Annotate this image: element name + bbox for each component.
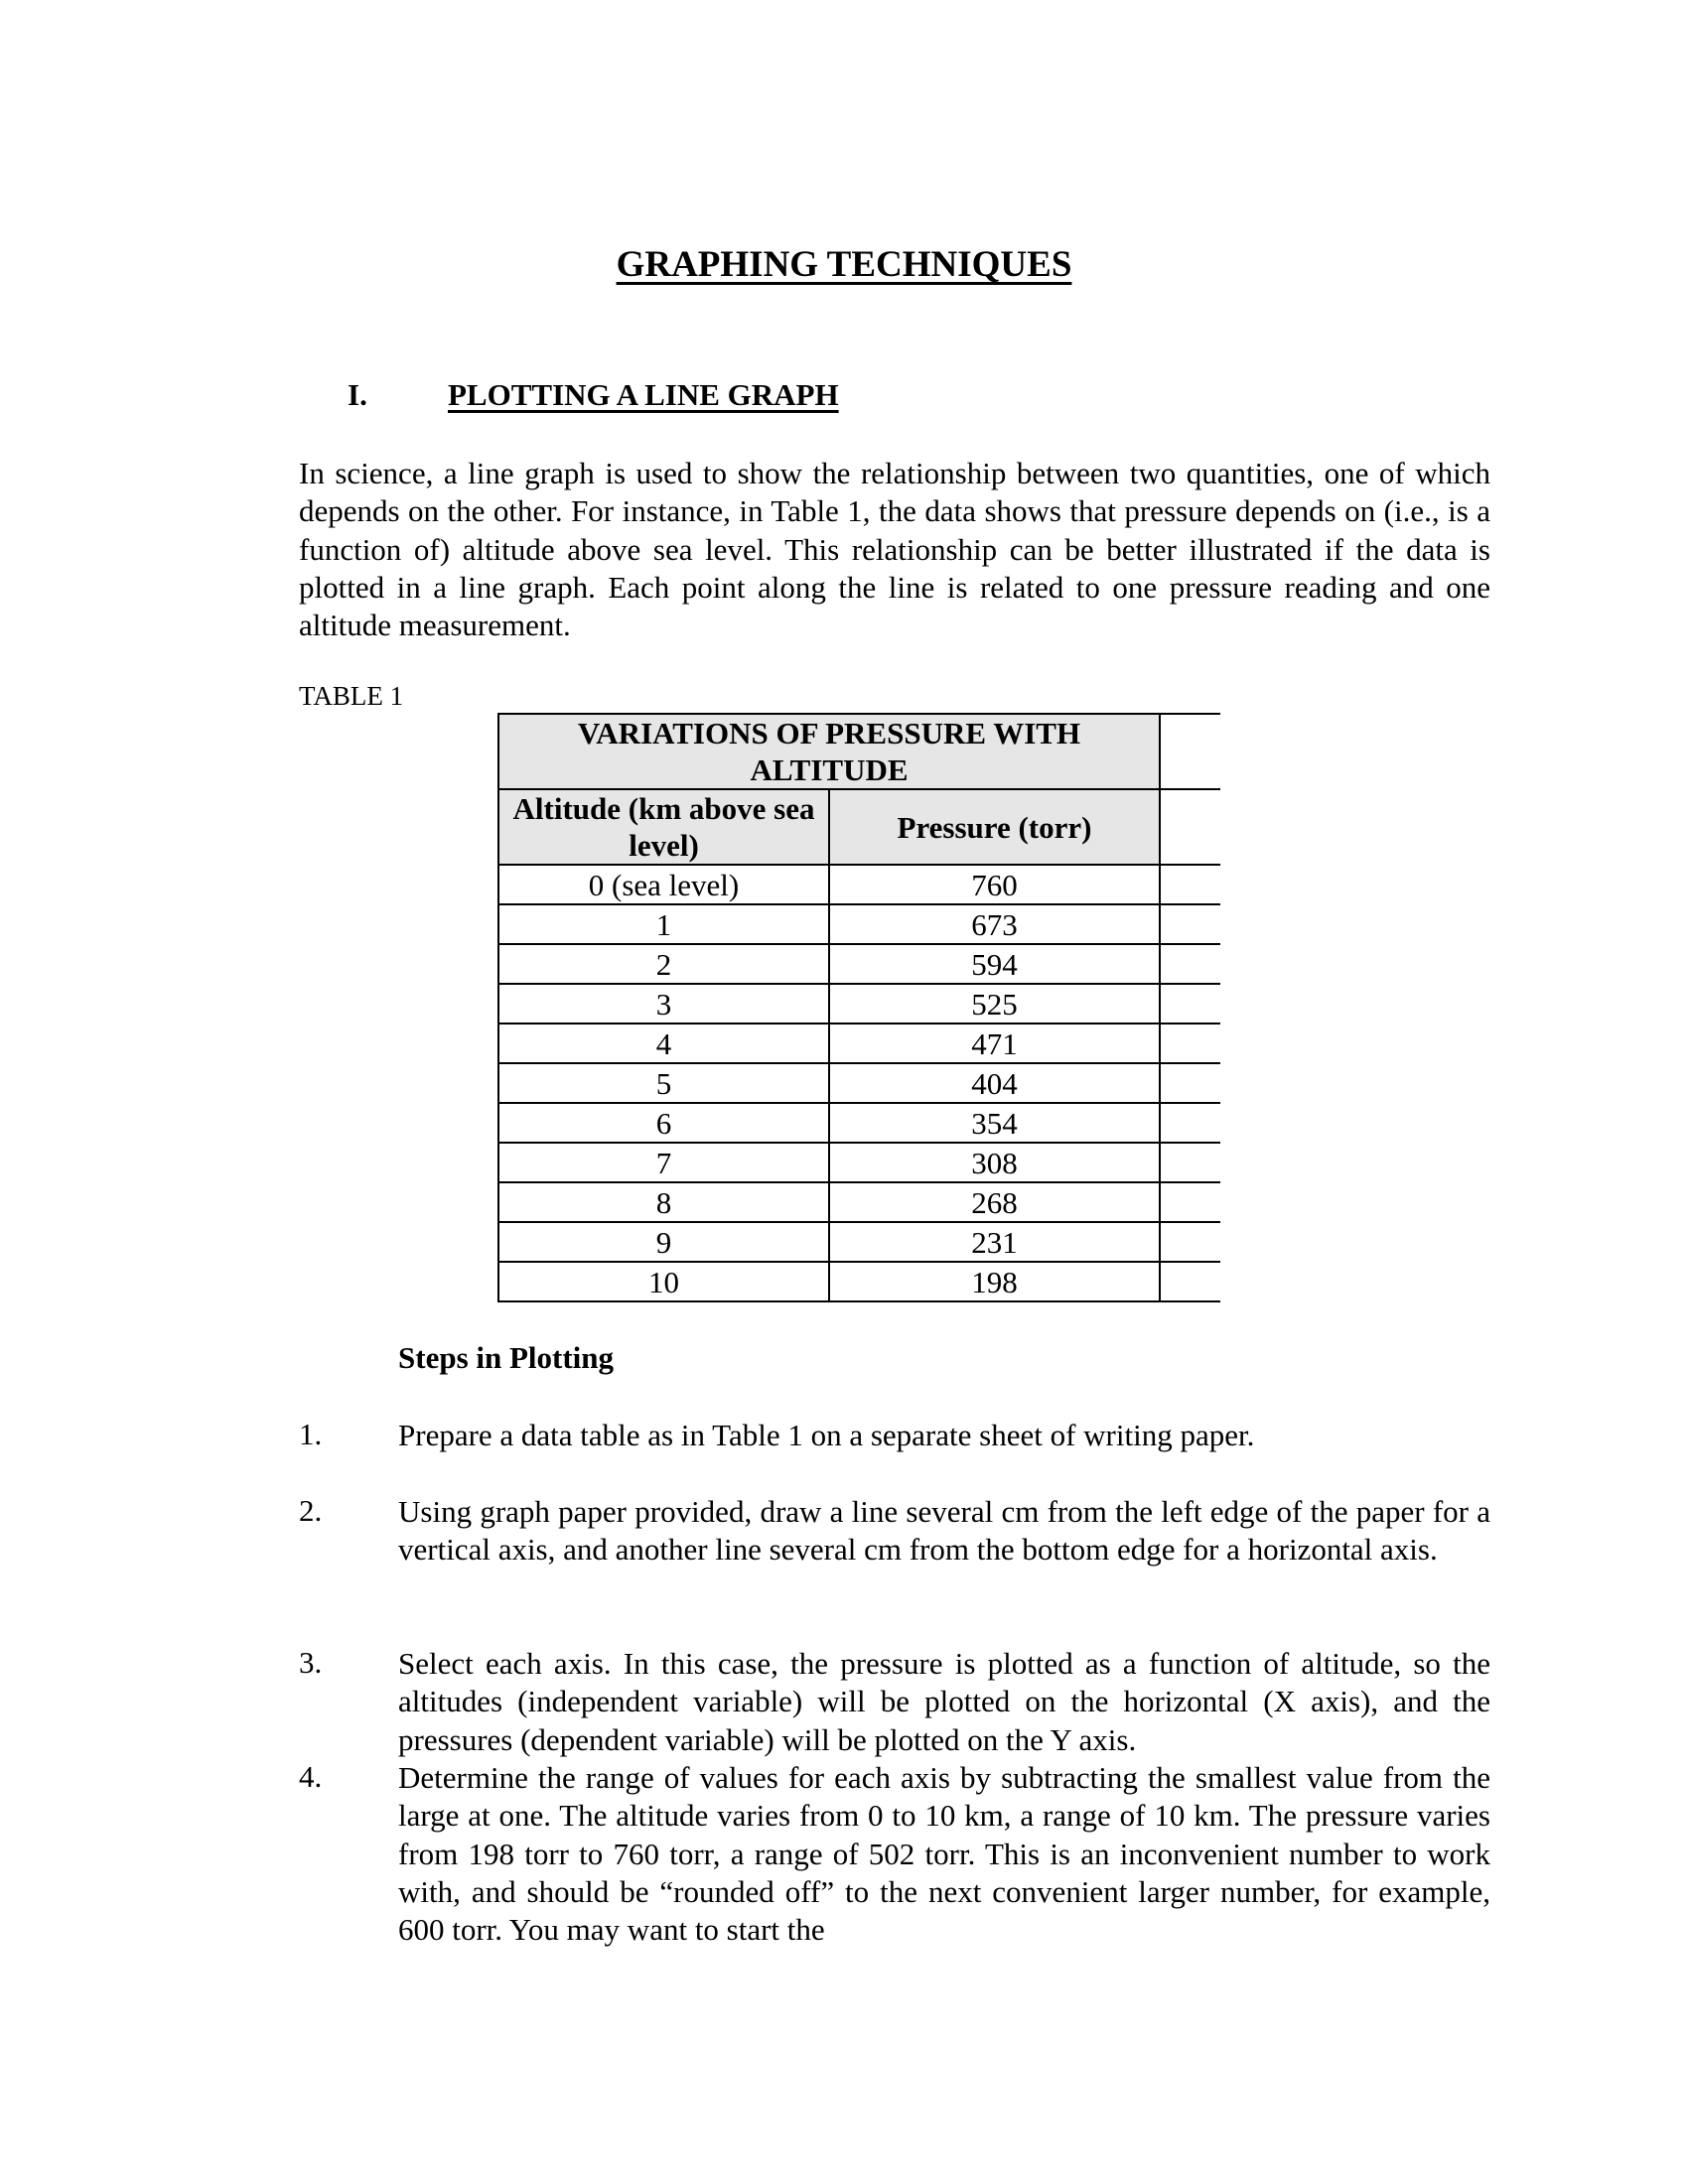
section-title: PLOTTING A LINE GRAPH	[448, 377, 839, 412]
table-row	[498, 904, 1220, 944]
intro-paragraph: In science, a line graph is used to show the relationship between two quantities, one of which depends on the other. For instance, in Table 1, the data shows that pressure depends on (i.e., is a function of) altitude above sea level. This relationship can be better illustrated if the data is plotted in a line graph. Each point along the line is related to one pressure reading and one altitude measurement.	[299, 456, 1490, 643]
empty-cell	[1160, 1143, 1220, 1182]
pressure-cell: 404	[829, 1063, 1160, 1103]
steps-heading: Steps in Plotting	[398, 1340, 615, 1375]
table-caption-row	[498, 714, 1220, 789]
pressure-cell: 471	[829, 1024, 1160, 1063]
document-title	[0, 243, 1688, 286]
altitude-cell: 9	[498, 1222, 829, 1262]
table-row	[498, 984, 1220, 1024]
table-row	[498, 1182, 1220, 1222]
empty-cell	[1160, 1222, 1220, 1262]
step-text: Prepare a data table as in Table 1 on a separate sheet of writing paper.	[398, 1418, 1255, 1452]
empty-cell	[1160, 944, 1220, 984]
altitude-cell: 2	[498, 944, 829, 984]
pressure-cell: 231	[829, 1222, 1160, 1262]
empty-cell	[1160, 904, 1220, 944]
pressure-cell: 673	[829, 904, 1160, 944]
step-text: Using graph paper provided, draw a line several cm from the left edge of the paper for a vertical axis, and another line several cm from the bottom edge for a horizontal axis.	[398, 1494, 1490, 1568]
column-header-pressure: Pressure (torr)	[829, 789, 1160, 865]
table-row	[498, 1103, 1220, 1143]
step-number: 1.	[299, 1417, 323, 1451]
altitude-cell: 10	[498, 1262, 829, 1301]
altitude-cell: 1	[498, 904, 829, 944]
pressure-cell: 594	[829, 944, 1160, 984]
table-row	[498, 1222, 1220, 1262]
table-header-row	[498, 789, 1220, 865]
empty-cell	[1160, 984, 1220, 1024]
altitude-cell: 4	[498, 1024, 829, 1063]
altitude-cell: 6	[498, 1103, 829, 1143]
empty-cell	[1160, 789, 1220, 865]
empty-cell	[1160, 1182, 1220, 1222]
altitude-cell: 7	[498, 1143, 829, 1182]
altitude-cell: 0 (sea level)	[498, 865, 829, 904]
step-text: Select each axis. In this case, the pressure is plotted as a function of altitude, so the altitudes (independent variable) will be plotted on the horizontal (X axis), and the pressures (dependent variable) will be plotted on the Y axis.	[398, 1646, 1490, 1757]
step-number: 2.	[299, 1493, 323, 1528]
table-caption: VARIATIONS OF PRESSURE WITH ALTITUDE	[498, 714, 1160, 789]
altitude-cell: 8	[498, 1182, 829, 1222]
table-row	[498, 1143, 1220, 1182]
table-row	[498, 944, 1220, 984]
pressure-altitude-table	[497, 713, 1220, 1302]
document-title-text: GRAPHING TECHNIQUES	[616, 244, 1072, 285]
empty-cell	[1160, 1103, 1220, 1143]
section-number: I.	[348, 377, 367, 412]
step-text: Determine the range of values for each axis by subtracting the smallest value from the large at one. The altitude varies from 0 to 10 km, a range of 10 km. The pressure varies from 198 torr to 760 torr, a range of 502 torr. This is an inconvenient number to work with, and should be “rounded off” to the next convenient larger number, for example, 600 torr. You may want to start the	[398, 1760, 1490, 1948]
table-label: TABLE 1	[299, 681, 404, 711]
column-header-altitude: Altitude (km above sea level)	[498, 789, 829, 865]
step-number: 4.	[299, 1759, 323, 1794]
empty-cell	[1160, 1024, 1220, 1063]
pressure-cell: 198	[829, 1262, 1160, 1301]
altitude-cell: 3	[498, 984, 829, 1024]
table-row	[498, 1262, 1220, 1301]
pressure-cell: 268	[829, 1182, 1160, 1222]
altitude-cell: 5	[498, 1063, 829, 1103]
table-row	[498, 1024, 1220, 1063]
pressure-cell: 354	[829, 1103, 1160, 1143]
empty-cell	[1160, 714, 1220, 789]
table-row	[498, 1063, 1220, 1103]
empty-cell	[1160, 1063, 1220, 1103]
step-number: 3.	[299, 1645, 323, 1680]
table-row	[498, 865, 1220, 904]
pressure-cell: 525	[829, 984, 1160, 1024]
empty-cell	[1160, 1262, 1220, 1301]
empty-cell	[1160, 865, 1220, 904]
pressure-cell: 760	[829, 865, 1160, 904]
pressure-cell: 308	[829, 1143, 1160, 1182]
